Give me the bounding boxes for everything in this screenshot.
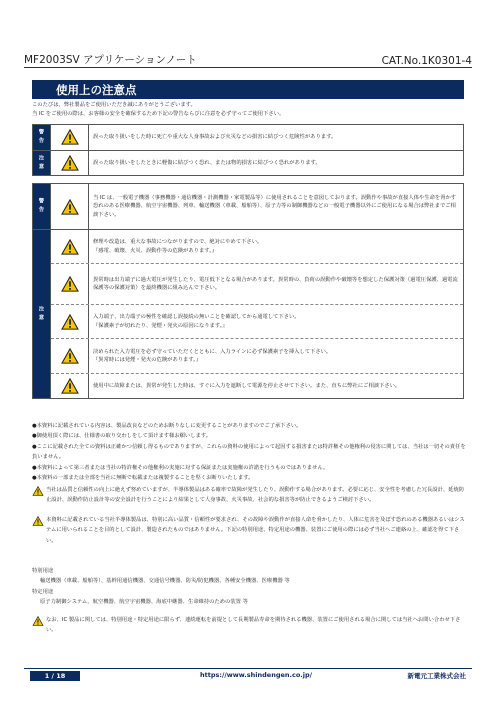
caution-icon-cell — [51, 305, 89, 338]
caution-item — [51, 264, 463, 305]
doc-number: CAT.No.1K0301-4 — [381, 55, 472, 67]
caution-item — [51, 305, 463, 339]
caution-item — [51, 339, 463, 373]
specific-use-text: 原子力制御システム、航空機器、航空宇宙機器、海底中継器、生命維持のための装置 等 — [40, 599, 248, 606]
warning-label: 警告 — [33, 184, 51, 229]
section-title: 使用上の注意点 — [32, 80, 464, 99]
intro-line-1: このたびは、弊社製品をご使用いただき誠にありがとうございます。 — [32, 102, 196, 108]
lifetime-notice-text: なお、IC 製品に関しては、特別用途・特定用途に限らず、連続運転を前提として長期製品寿命を期待される機器、装置にご使用される場合に関しては当社へお問い合わせ下さい。 — [46, 617, 461, 634]
special-use-block — [32, 566, 466, 608]
special-use-notice-text: 本資料に記載されている当社半導体製品は、特別に高い品質・信頼性が要求され、その故障や誤動作が直接人命を脅かしたり、人体に危害を及ぼす恐れのある機器あるいはシステムに用いられることを目的として設計、製造されたものではありません。下記の特別用途、特定用途の機器、装置にご使用の際には必ず当社へご連絡の上、確認を得て下さい。 — [46, 517, 465, 544]
footer-company: 新電元工業株式会社 — [407, 672, 466, 680]
warning-triangle-icon — [32, 486, 44, 496]
header-title: MF2003SV アプリケーションノート — [24, 54, 197, 66]
warning-triangle-icon — [61, 239, 79, 255]
warning-triangle-icon — [32, 616, 44, 626]
legend-row-warning — [33, 125, 463, 151]
caution-icon-cell — [51, 264, 89, 304]
special-use-title: 特別用途 — [32, 568, 54, 574]
caution-item — [51, 230, 463, 264]
note-bullets — [32, 421, 466, 483]
bullet-item: ●本資料によって第三者または当社の特許権その他権利の実施に対する保証または実施権の許諾を行うものではありません。 — [32, 464, 329, 471]
caution-text: 異常時は出力端子に過大電圧が発生したり、電圧低下となる場合があります。異常時の、負荷の誤動作や破壊等を想定した保護対策（過電圧保護、過電流保護等の保護対策）を最終機器に組み込んで下さい。 — [93, 276, 458, 292]
specific-use-title: 特定用途 — [32, 588, 54, 595]
warning-triangle-icon — [61, 155, 79, 171]
reliability-notice-text: 当社は品質と信頼性の向上に絶えず努めていますが、半導体製品はある確率で故障が発生したり、誤動作する場合があります。必要に応じ、安全性を考慮した冗長設計、延焼防止設計、誤動作防止設計等の安全設計を行うことにより結果として人身事故、火災事故、社会的な損害等が防止できるようご検討下さい。 — [46, 487, 465, 504]
intro-line-2: 当 IC をご使用の際は、お客様の安全を確保するため下記の警告ならびに注意を必ず守ってご使用下さい。 — [32, 111, 285, 117]
legend-icon-cell — [51, 151, 89, 176]
special-use-notice — [32, 515, 466, 546]
warning-triangle-icon — [61, 314, 79, 330]
legend-label-caution: 注意 — [33, 151, 51, 176]
caution-icon-cell — [51, 339, 89, 372]
bullet-item: ●ここに記載された全ての資料は正確かつ信頼し得るものでありますが、これらの資料の使用によって起因する損害または特許権その他権利の侵害に関しては、当社は一切その責任を負いません。 — [32, 443, 466, 461]
legend-text-caution: 誤った取り扱いをしたときに軽傷に結びつく恐れ、または物的損害に結びつく恐れがあります。 — [93, 159, 321, 166]
legend-text-warning: 誤った取り扱いをした時に死亡や重大な人身事故および火災などの損害に結びつく危険性があります。 — [93, 134, 337, 140]
warning-triangle-icon — [61, 276, 79, 292]
page-number: 1 / 18 — [30, 671, 80, 681]
bullet-item: ●本資料に記載されている内容は、製品改良などのためお断りなしに変更することがありますのでご了承下さい。 — [32, 423, 302, 429]
warning-row — [33, 184, 463, 230]
legend-row-caution — [33, 151, 463, 176]
legend-table — [32, 124, 464, 176]
page-header — [24, 50, 472, 68]
warning-text: 当 IC は、一般電子機器（事務機器・通信機器・計測機器・家電製品等）に使用されることを意図しております。誤動作や事故が直接人体や生命を脅かす恐れのある医療機器、航空宇宙機器、列車、輸送機器（車載、船舶等）、原子力等の制御機器などの一般電子機器以外にご使用になる場合は弊社までご相談下さい。 — [93, 194, 457, 218]
legend-icon-cell — [51, 125, 89, 150]
reliability-notice — [32, 485, 466, 506]
footer-url-link[interactable]: https://www.shindengen.co.jp/ — [200, 671, 313, 679]
warning-triangle-icon — [61, 348, 79, 364]
legend-label-warning: 警告 — [33, 125, 51, 150]
precaution-table — [32, 183, 464, 399]
special-use-text: 輸送機器（車載、船舶等）、基幹用通信機器、交通信号機器、防災/防犯機器、各種安全機器、医療機器 等 — [40, 578, 290, 585]
caution-icon-cell — [51, 374, 89, 398]
caution-text: 修理や改造は、重大な事故につながりますので、絶対にやめて下さい。 『感電、破壊、火災、誤動作等の危険があります。』 — [93, 239, 263, 254]
bullet-item: ●御使用頂く際には、仕様書の取り交わしをして頂けます様お願いします。 — [32, 433, 211, 440]
caution-text: 使用中に故障または、異常が発生した時は、すぐに入力を遮断して電源を停止させて下さい。また、直ちに弊社にご相談下さい。 — [93, 382, 401, 389]
caution-row — [33, 230, 463, 398]
caution-item — [51, 374, 463, 398]
caution-icon-cell — [51, 230, 89, 263]
caution-items — [51, 230, 463, 398]
warning-icon-cell — [51, 184, 89, 229]
warning-triangle-icon — [61, 199, 79, 215]
caution-label: 注意 — [33, 230, 51, 398]
warning-triangle-icon — [61, 129, 79, 145]
caution-text: 決められた入力電圧を必ず守っていただくとともに、入力ラインに必ず保護素子を挿入して下さい。 『異常時には発煙・発火の危険があります。』 — [93, 348, 332, 364]
bullet-item: ●本資料の一部または全部を当社に無断で転載または複製することを堅くお断りいたします。 — [32, 475, 254, 482]
warning-triangle-icon — [61, 378, 79, 394]
warning-triangle-icon — [32, 516, 44, 526]
lifetime-notice — [32, 615, 466, 636]
caution-text: 入力端子、出力端子の極性を確認し誤接続の無いことを確認してから通電して下さい。 『保護素子が切れたり、発煙・発火の原因になります。』 — [93, 314, 300, 329]
